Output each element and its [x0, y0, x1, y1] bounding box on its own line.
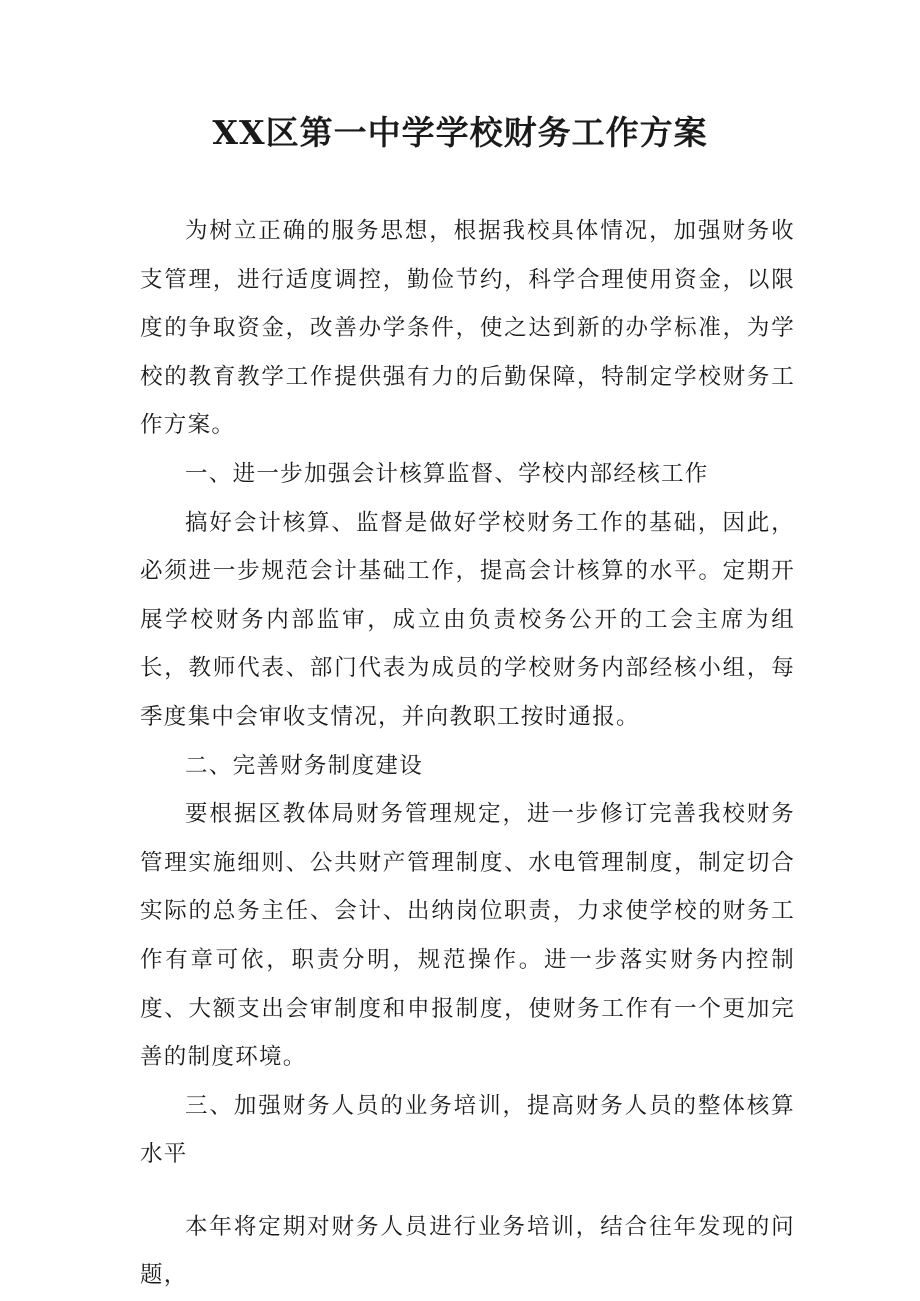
paragraph-intro: 为树立正确的服务思想，根据我校具体情况，加强财务收支管理，进行适度调控，勤俭节约，科学合理使用资金，以限度的争取资金，改善办学条件，使之达到新的办学标准，为学校的教育教学工作提供强有力的后勤保障，特制定学校财务工作方案。	[140, 218, 795, 439]
paragraph-section-1: 搞好会计核算、监督是做好学校财务工作的基础，因此，必须进一步规范会计基础工作，提高会计核算的水平。定期开展学校财务内部监审，成立由负责校务公开的工会主席为组长，教师代表、部门代表为成员的学校财务内部经核小组，每季度集中会审收支情况，并向教职工按时通报。	[140, 509, 795, 730]
paragraph-section-2: 要根据区教体局财务管理规定，进一步修订完善我校财务管理实施细则、公共财产管理制度、水电管理制度，制定切合实际的总务主任、会计、出纳岗位职责，力求使学校的财务工作有章可依，职责分明，规范操作。进一步落实财务内控制度、大额支出会审制度和申报制度，使财务工作有一个更加完善的制度环境。	[140, 801, 795, 1071]
document-title: XX区第一中学学校财务工作方案	[212, 113, 708, 152]
section-heading-1: 一、进一步加强会计核算监督、学校内部经核工作	[185, 460, 709, 487]
document-body	[140, 207, 795, 1300]
section-heading-3: 三、加强财务人员的业务培训，提高财务人员的整体核算水平	[140, 1092, 795, 1168]
paragraph-section-3: 本年将定期对财务人员进行业务培训，结合往年发现的问题，	[140, 1213, 795, 1289]
section-heading-2: 二、完善财务制度建设	[185, 752, 424, 779]
